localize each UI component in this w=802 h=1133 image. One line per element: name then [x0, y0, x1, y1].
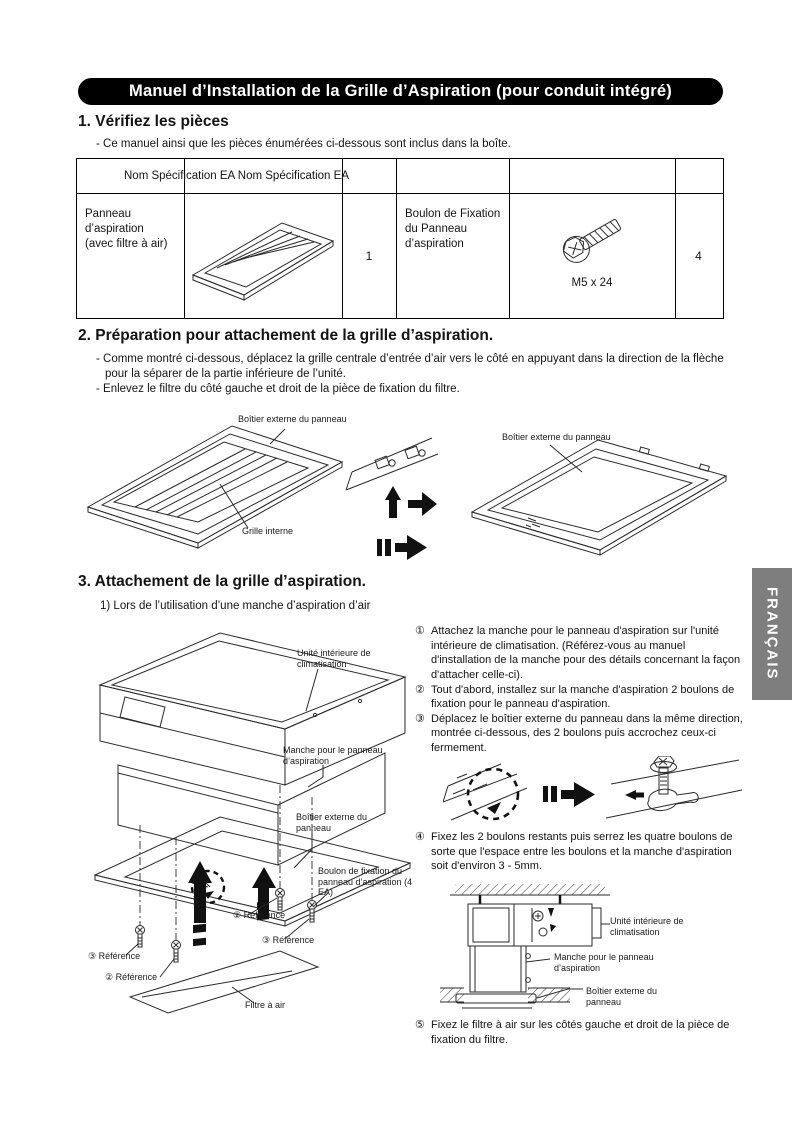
- cross-sleeve-label: Manche pour le panneau d’aspiration: [554, 952, 654, 973]
- step-5-number: ⑤: [415, 1019, 425, 1031]
- section1-heading: 1. Vérifiez les pièces: [78, 113, 229, 130]
- step-1: [415, 624, 745, 683]
- outer-case-label-right: Boîtier externe du panneau: [502, 432, 611, 442]
- step-1-number: ①: [415, 625, 425, 637]
- language-tab-francais: FRANÇAIS: [752, 568, 792, 700]
- page-title: Manuel d’Installation de la Grille d’Aspiration (pour conduit intégré): [78, 78, 723, 105]
- table-border: [509, 159, 510, 318]
- section3-heading: 3. Attachement de la grille d’aspiration.: [78, 573, 366, 590]
- table-border: [77, 193, 723, 194]
- ref2-label-a: ② Référence: [233, 910, 286, 920]
- cross-unit-label: Unité intérieure de climatisation: [610, 916, 684, 937]
- section3-subheading: 1) Lors de l’utilisation d’une manche d’aspiration d’air: [100, 600, 371, 612]
- step-3: [415, 712, 745, 756]
- step-4: [415, 830, 745, 874]
- ref2-label-b: ② Référence: [105, 972, 158, 982]
- intake-panel-illustration: [187, 201, 339, 311]
- bolt-hook-detail-diagram: [443, 756, 743, 830]
- section1-note: - Ce manuel ainsi que les pièces énumérées ci-dessous sont inclus dans la boîte.: [96, 138, 511, 150]
- filter-label: Filtre à air: [245, 1000, 286, 1010]
- outer-case-label-left: Boîtier externe du panneau: [238, 414, 347, 424]
- cross-outer-case-label: Boîtier externe du panneau: [586, 986, 658, 1007]
- table-cell-item1-qty: 1: [365, 248, 373, 263]
- step-1-text: Attachez la manche pour le panneau d'aspiration sur l'unité intérieure de climatisation. (Référez-vous au manuel d'installation de la manche pour des détails concernant la façon d'attacher celle-ci).: [431, 625, 741, 681]
- bolt-spec-label: M5 x 24: [571, 277, 613, 289]
- ref3-label-b: ③ Référence: [88, 951, 141, 961]
- section2-bullet1: - Comme montré ci-dessous, déplacez la grille centrale d’entrée d’air vers le côté en appuyant dans la direction de la flèche pour la séparer de la partie inférieure de l’unité.: [96, 353, 724, 380]
- step-2: [415, 683, 745, 712]
- table-cell-item2-qty: 4: [695, 248, 702, 263]
- steps-4: [415, 830, 745, 874]
- section2-heading: 2. Préparation pour attachement de la grille d’aspiration.: [78, 327, 494, 344]
- step-5: [415, 1018, 745, 1047]
- ref3-label-a: ③ Référence: [262, 935, 315, 945]
- inner-grille-label: Grille interne: [242, 526, 294, 536]
- step-2-number: ②: [415, 683, 425, 696]
- table-border: [396, 159, 397, 318]
- step-3-number: ③: [415, 712, 425, 725]
- bolt-illustration: [547, 203, 647, 273]
- steps-1-3: [415, 624, 745, 756]
- big-unit-label: Unité intérieure de climatisation: [297, 648, 371, 669]
- section2-bullet2: - Enlevez le filtre du côté gauche et droit de la pièce de fixation du filtre.: [96, 383, 460, 395]
- step-4-number: ④: [415, 831, 425, 843]
- step-4-text: Fixez les 2 boulons restants puis serrez les quatre boulons de sorte que l'espace entre les boulons et la manche d'aspiration soit d'environ 3 - 5mm.: [431, 831, 733, 873]
- panel-removal-diagram: [80, 412, 735, 567]
- step-3-text: Déplacez le boîtier externe du panneau dans la même direction, montrée ci-dessous, des 2 boulons puis accrochez ceux-ci fermement.: [431, 712, 743, 754]
- parts-table: [76, 158, 724, 319]
- table-cell-item1-name: Panneau d’aspiration (avec filtre à air): [85, 208, 168, 250]
- table-header: Nom Spécification EA Nom Spécification EA: [124, 170, 349, 182]
- big-sleeve-label: Manche pour le panneau d’aspiration: [283, 745, 383, 766]
- step-2-text: Tout d'abord, installez sur la manche d'aspiration 2 boulons de fixation pour le panneau d'aspiration.: [431, 683, 735, 711]
- steps-5: [415, 1018, 745, 1047]
- big-outer-case-label: Boîtier externe du panneau: [296, 812, 368, 833]
- big-bolt-label: Boulon de fixation du panneau d’aspiration (4 EA): [318, 866, 413, 898]
- step-5-text: Fixez le filtre à air sur les côtés gauche et droit de la pièce de fixation du filtre.: [431, 1019, 730, 1046]
- table-cell-item2-name: Boulon de Fixation du Panneau d’aspiration: [405, 208, 501, 250]
